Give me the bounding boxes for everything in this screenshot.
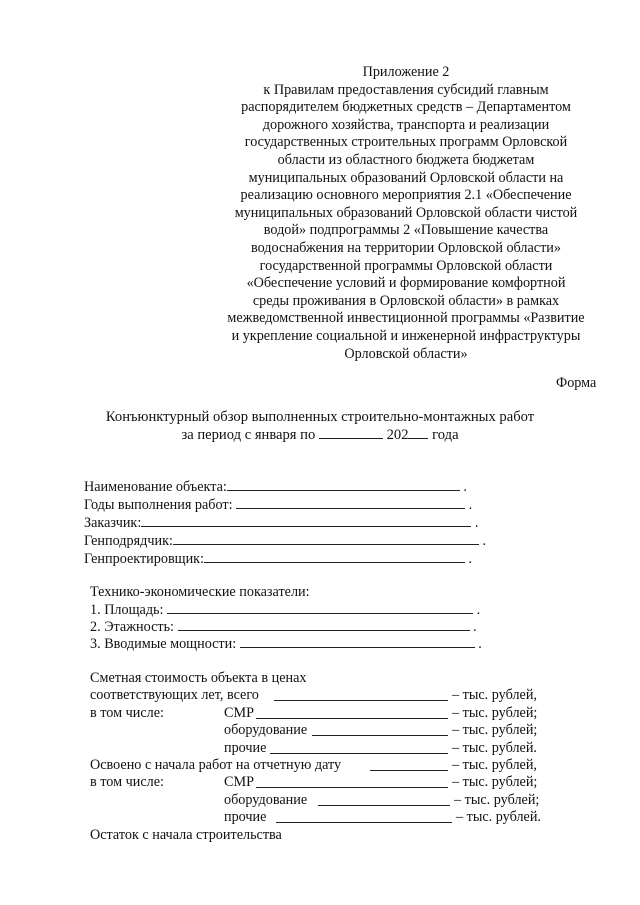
mastered-equipment-label: оборудование — [224, 792, 308, 808]
mastered-other-blank[interactable] — [276, 810, 452, 823]
object-name-row — [84, 478, 467, 496]
appendix-line: Орловской области» — [344, 345, 468, 362]
appendix-line: водоснабжения на территории Орловской области» — [251, 239, 561, 256]
tech-area-row — [90, 601, 480, 619]
object-name-label: Наименование объекта: — [84, 479, 227, 495]
mastered-label: Освоено с начала работ на отчетную дату — [90, 757, 342, 773]
tech-floors-blank[interactable] — [178, 618, 470, 631]
years-label: Годы выполнения работ: — [84, 497, 233, 513]
cost-total-blank[interactable] — [274, 688, 448, 701]
contractor-label: Генподрядчик: — [84, 533, 173, 549]
field-end-dot: . — [478, 636, 482, 652]
mastered-smr-label: СМР — [224, 774, 254, 790]
appendix-line: государственной программы Орловской области — [259, 257, 553, 274]
appendix-line: водой» подпрограммы 2 «Повышение качества — [263, 222, 549, 239]
appendix-header — [216, 64, 596, 363]
tech-area-blank[interactable] — [167, 601, 473, 614]
title-period-suffix: года — [432, 427, 459, 443]
designer-row — [84, 550, 472, 568]
appendix-line: области из областного бюджета бюджетам — [277, 151, 535, 168]
mastered-smr-blank[interactable] — [256, 775, 448, 788]
contractor-row — [84, 532, 486, 550]
years-row — [84, 496, 472, 514]
tech-area-label: 1. Площадь: — [90, 602, 164, 618]
title-year-prefix: 202 — [386, 427, 409, 443]
cost-equipment-blank[interactable] — [312, 723, 448, 736]
designer-blank[interactable] — [204, 550, 465, 563]
customer-row — [84, 514, 478, 532]
cost-other-label: прочие — [224, 740, 267, 756]
field-end-dot: . — [482, 533, 486, 549]
appendix-line: к Правилам предоставления субсидий главным — [263, 81, 549, 98]
customer-label: Заказчик: — [84, 515, 142, 531]
appendix-line: муниципальных образований Орловской области чистой — [234, 204, 578, 221]
cost-other-blank[interactable] — [270, 741, 448, 754]
remainder-label: Остаток с начала строительства — [90, 827, 282, 843]
field-end-dot: . — [468, 551, 473, 567]
title-line: Конъюнктурный обзор выполненных строительно-монтажных работ — [105, 409, 535, 425]
cost-total-label: соответствующих лет, всего — [90, 687, 259, 703]
tech-capacity-label: 3. Вводимые мощности: — [90, 636, 237, 652]
field-end-dot: . — [468, 497, 473, 513]
tech-capacity-blank[interactable] — [240, 635, 475, 648]
mastered-incl-label: в том числе: — [90, 774, 164, 790]
cost-heading: Сметная стоимость объекта в ценах — [90, 670, 307, 686]
tech-capacity-row — [90, 635, 482, 653]
designer-label: Генпроектировщик: — [84, 551, 204, 567]
field-end-dot: . — [463, 479, 467, 495]
cost-smr-label: СМР — [224, 705, 254, 721]
appendix-line: дорожного хозяйства, транспорта и реализации — [262, 116, 550, 133]
mastered-total-unit: – тыс. рублей, — [452, 757, 537, 773]
tech-floors-label: 2. Этажность: — [90, 619, 174, 635]
cost-smr-unit: – тыс. рублей; — [452, 705, 538, 721]
cost-equipment-unit: – тыс. рублей; — [452, 722, 538, 738]
field-end-dot: . — [474, 515, 479, 531]
period-year-blank[interactable] — [408, 426, 428, 439]
tech-floors-row — [90, 618, 477, 636]
field-end-dot: . — [476, 602, 481, 618]
appendix-line: «Обеспечение условий и формирование комфортной — [246, 275, 566, 292]
cost-equipment-label: оборудование — [224, 722, 308, 738]
customer-blank[interactable] — [141, 514, 471, 527]
contractor-blank[interactable] — [173, 532, 479, 545]
appendix-line: и укрепление социальной и инженерной инфраструктуры — [231, 327, 581, 344]
appendix-line: межведомственной инвестиционной программы «Развитие — [227, 310, 585, 327]
appendix-line: муниципальных образований Орловской области на — [248, 169, 564, 186]
title-period-line — [60, 426, 580, 444]
period-month-blank[interactable] — [319, 426, 383, 439]
appendix-line: государственных строительных программ Орловской — [244, 134, 568, 151]
appendix-line: реализацию основного мероприятия 2.1 «Обеспечение — [240, 187, 572, 204]
appendix-line: среды проживания в Орловской области» в рамках — [252, 292, 560, 309]
mastered-smr-unit: – тыс. рублей; — [452, 774, 538, 790]
mastered-other-label: прочие — [224, 809, 267, 825]
object-name-blank[interactable] — [227, 478, 460, 491]
mastered-equipment-blank[interactable] — [318, 793, 450, 806]
field-end-dot: . — [473, 619, 477, 635]
mastered-other-unit: – тыс. рублей. — [456, 809, 541, 825]
cost-other-unit: – тыс. рублей. — [452, 740, 537, 756]
cost-smr-blank[interactable] — [256, 706, 448, 719]
cost-total-unit: – тыс. рублей, — [452, 687, 537, 703]
mastered-equipment-unit: – тыс. рублей; — [454, 792, 540, 808]
form-label: Форма — [556, 375, 597, 391]
appendix-line: распорядителем бюджетных средств – Департаментом — [241, 99, 571, 116]
appendix-line: Приложение 2 — [362, 64, 450, 80]
title-period-prefix: за период с января по — [181, 427, 316, 443]
document-title — [60, 408, 580, 444]
years-blank[interactable] — [236, 496, 465, 509]
mastered-total-blank[interactable] — [370, 758, 448, 771]
tech-heading: Технико-экономические показатели: — [90, 584, 310, 600]
cost-incl-label: в том числе: — [90, 705, 164, 721]
